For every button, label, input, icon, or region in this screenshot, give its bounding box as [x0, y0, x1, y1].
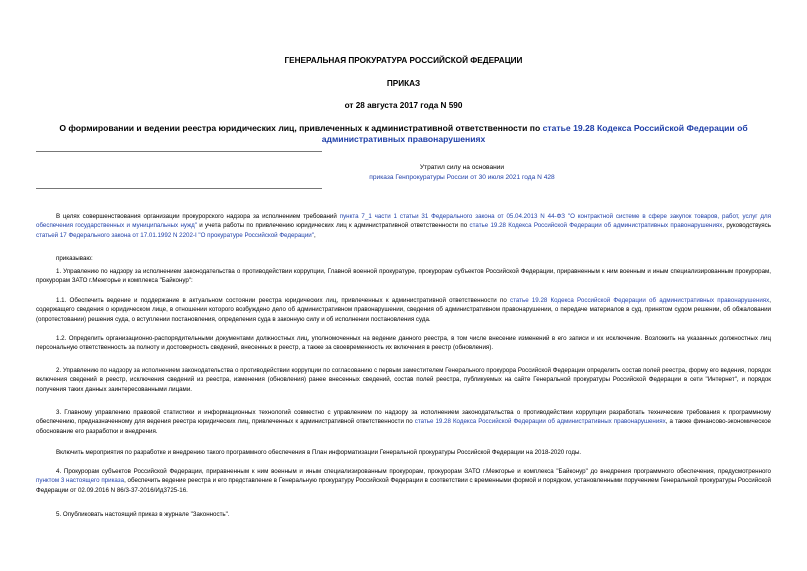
preamble-text: и учета работы по привлечению юридических лиц к административной ответственности по: [196, 222, 470, 230]
order-word: приказываю:: [56, 255, 93, 262]
agency-heading: ГЕНЕРАЛЬНАЯ ПРОКУРАТУРА РОССИЙСКОЙ ФЕДЕРАЦИИ: [284, 56, 523, 65]
paragraph-text: , обеспечить ведение реестра и его представление в Генеральную прокуратуру Российской Федерации в соответствии с временными формой и порядком, установленными поручением Генеральной прокуратуры Российской Федерации от 02.09.2016 N 86/3-37-2016/Ид3725-16.: [36, 477, 771, 494]
law-44fz-link[interactable]: пункта 7_1 части 1 статьи 31 Федерального закона от 05.04.2013 N 44-ФЗ "О контрактной системе в сфере закупок товаров, работ, услуг для обеспечения государственных и муниципальных нужд": [36, 213, 772, 230]
paragraph-5: 5. Опубликовать настоящий приказ в журнале "Законность".: [56, 511, 230, 518]
paragraph-3-extra: Включить мероприятия по разработке и внедрению такого программного обеспечения в План информатизации Генеральной прокуратуры Российской Федерации на 2018-2020 годы.: [56, 449, 582, 456]
preamble-text: В целях совершенствования организации прокурорского надзора за исполнением требований: [56, 213, 340, 220]
koap-link[interactable]: статье 19.28 Кодекса Российской Федерации об административных правонарушениях: [469, 222, 723, 230]
paragraph-3: [36, 408, 771, 436]
top-divider: [36, 151, 322, 152]
preamble-text: , руководствуясь: [722, 222, 771, 230]
title-text: О формировании и ведении реестра юридических лиц, привлеченных к административной ответственности по: [59, 123, 543, 133]
prosecutor-law-link[interactable]: статьей 17 Федерального закона от 17.01.1992 N 2202-I "О прокуратуре Российской Федерации": [36, 231, 314, 239]
paragraph-text: 4. Прокурорам субъектов Российской Федерации, приравненным к ним военным и иным специализированным прокурорам, прокурорам ЗАТО г.Межгорье и комплекса "Байконур" до внедрения программного обеспечения, предусмотренного: [56, 468, 771, 475]
preamble-text: ,: [313, 231, 316, 239]
document-title: [40, 123, 767, 145]
paragraph-text: , а также финансово-экономическое обоснование его разработки и внедрения.: [36, 418, 771, 435]
status-link[interactable]: приказа Генпрокуратуры России от 30 июля 2021 года N 428: [369, 174, 555, 181]
title-law-link[interactable]: статье 19.28 Кодекса Российской Федерации об административных правонарушениях: [321, 123, 748, 144]
paragraph-text: 1.1. Обеспечить ведение и поддержание в актуальном состоянии реестра юридических лиц, привлеченных к административной ответственности по: [56, 297, 510, 304]
paragraph-4: [36, 467, 771, 495]
doc-type-heading: ПРИКАЗ: [386, 79, 421, 88]
paragraph-1-2: 1.2. Определить организационно-распорядительными документами должностных лиц, уполномоченных на ведение данного реестра, в том числе внесение изменений в его записи и их исключение. Возложить на указанных должностных лиц персональную ответственность за полноту и достоверность сведений, внесенных в реестр, а также за своевременность их включения в реестр (обновления).: [36, 335, 771, 352]
paragraph-1-1: [36, 296, 771, 324]
date-number: от 28 августа 2017 года N 590: [344, 101, 463, 110]
status-note: [322, 163, 602, 183]
paragraph-2: 2. Управлению по надзору за исполнением законодательства о противодействии коррупции по согласованию с первым заместителем Генерального прокурора Российской Федерации определить состав полей реестра, форму его ведения, порядок включения сведений в реестр, исключения сведений из реестра, изменения (обновления) ранее внесенных сведений, состав полей реестра, публикуемых на сайте Генеральной прокуратуры Российской Федерации в сети "Интернет", и порядок получения таких данных заинтересованными лицами.: [36, 367, 771, 393]
paragraph-text: , содержащего сведения о юридическом лице, в отношении которого возбуждено дело об административном правонарушении, сведения об административном правонарушении, о передаче материалов в суд, принятом судом решении, об обжаловании (опротестовании) решения суда, о вступлении постановления, определения суда в законную силу и об исполнении постановления суда.: [36, 297, 771, 323]
paragraph-1: 1. Управлению по надзору за исполнением законодательства о противодействии коррупции, Главной военной прокуратуре, прокурорам субъектов Российской Федерации, приравненным к ним военным и иным специализированным прокурорам, прокурорам ЗАТО г.Межгорье и комплекса "Байконур":: [36, 268, 771, 285]
paragraph-text: 3. Главному управлению правовой статистики и информационных технологий совместно с управлением по надзору за исполнением законодательства о противодействии коррупции разработать технические требования к программному обеспечению, предназначенному для ведения реестра юридических лиц, привлеченных к административной ответственности по: [36, 409, 771, 426]
bottom-divider: [36, 188, 322, 189]
koap-link[interactable]: статье 19.28 Кодекса Российской Федерации об административных правонарушениях: [509, 297, 770, 304]
preamble-paragraph: [36, 212, 771, 240]
status-line: Утратил силу на основании: [419, 164, 505, 171]
koap-link[interactable]: статье 19.28 Кодекса Российской Федерации об административных правонарушениях: [414, 418, 666, 426]
item-3-link[interactable]: пунктом 3 настоящего приказа: [36, 477, 125, 485]
